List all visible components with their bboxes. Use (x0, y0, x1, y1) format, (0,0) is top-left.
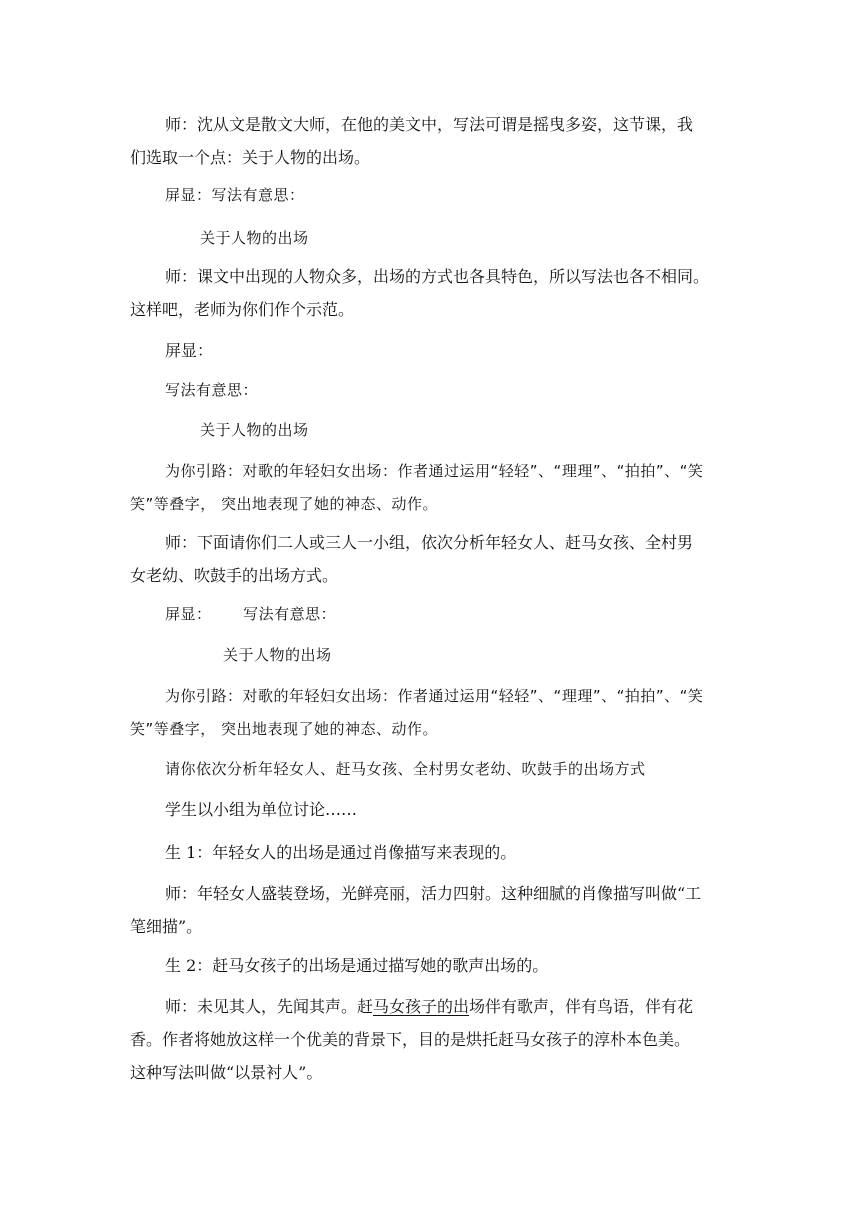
paragraph-screen-1: 屏显：写法有意思： (165, 186, 305, 204)
text-suffix: 场伴有歌声，伴有鸟语，伴有花 (469, 997, 694, 1016)
paragraph-guide-1: 为你引路：对歌的年轻妇女出场：作者通过运用“轻轻”、“理理”、“拍拍”、“笑 笑”等叠字， 突出地表现了她的神态、动作。 (130, 462, 704, 513)
paragraph-screen-2: 屏显： (165, 341, 214, 360)
paragraph-topic-2: 关于人物的出场 (200, 421, 309, 439)
paragraph-discussion: 学生以小组为单位讨论…… (165, 800, 358, 819)
paragraph-student-1: 生 1：年轻女人的出场是通过肖像描写来表现的。 (165, 843, 517, 862)
paragraph-guide-2: 为你引路：对歌的年轻妇女出场：作者通过运用“轻轻”、“理理”、“拍拍”、“笑 笑”等叠字， 突出地表现了她的神态、动作。 (130, 687, 704, 738)
paragraph-topic-3: 关于人物的出场 (223, 646, 332, 664)
paragraph-task: 请你依次分析年轻女人、赶马女孩、全村男女老幼、吹鼓手的出场方式 (165, 760, 646, 778)
paragraph-teacher-scene: 师：未见其人，先闻其声。赶马女孩子的出场伴有歌声，伴有鸟语，伴有花 香。作者将她放这样一个优美的背景下，目的是烘托赶马女孩子的淳朴本色美。 这种写法叫做“以景衬人”。 (130, 997, 694, 1082)
paragraph-topic-1: 关于人物的出场 (200, 229, 309, 247)
paragraph-writing-1: 写法有意思： (165, 381, 259, 399)
paragraph-teacher-intro: 师：沈从文是散文大师，在他的美文中，写法可谓是摇曳多姿，这节课，我 们选取一个点：关于人物的出场。 (130, 115, 694, 167)
paragraph-teacher-demo: 师：课文中出现的人物众多，出场的方式也各具特色，所以写法也各不相同。 这样吧，老师为你们作个示范。 (130, 267, 710, 319)
underlined-text: 马女孩子的出 (373, 997, 470, 1016)
paragraph-teacher-group: 师：下面请你们二人或三人一小组，依次分析年轻女人、赶马女孩、全村男 女老幼、吹鼓手的出场方式。 (130, 533, 694, 585)
paragraph-screen-3: 屏显： 写法有意思： (165, 605, 337, 623)
text-prefix: 师：未见其人，先闻其声。赶 (165, 997, 374, 1016)
paragraph-teacher-portrait: 师：年轻女人盛装登场，光鲜亮丽，活力四射。这种细腻的肖像描写叫做“工 笔细描”。 (130, 884, 702, 936)
paragraph-student-2: 生 2：赶马女孩子的出场是通过描写她的歌声出场的。 (165, 956, 549, 975)
